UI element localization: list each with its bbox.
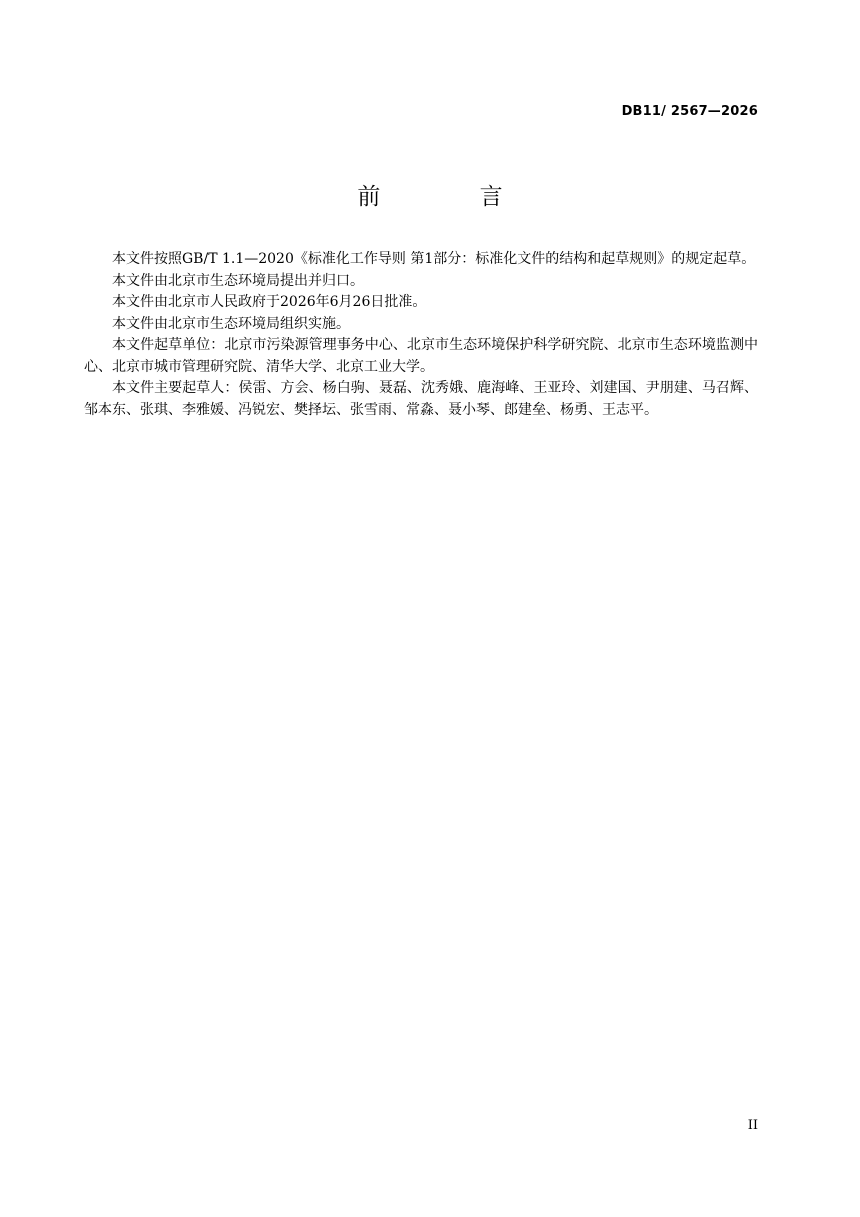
paragraph-implementation: 本文件由北京市生态环境局组织实施。 xyxy=(112,315,350,332)
paragraph-drafting-rules: 本文件按照GB/T 1.1—2020《标准化工作导则 第1部分：标准化文件的结构和起草规则》的规定起草。 xyxy=(112,251,756,267)
section-title: 前 言 xyxy=(357,184,549,210)
paragraph-drafting-units: 本文件起草单位：北京市污染源管理事务中心、北京市生态环境保护科学研究院、北京市生态环境监测中心、北京市城市管理研究院、清华大学、北京工业大学。 xyxy=(84,337,758,375)
document-code: DB11/ 2567—2026 xyxy=(621,104,758,119)
foreword-body xyxy=(84,249,758,421)
paragraph-approval: 本文件由北京市人民政府于2026年6月26日批准。 xyxy=(112,294,427,310)
paragraph-proposer: 本文件由北京市生态环境局提出并归口。 xyxy=(112,272,364,289)
paragraph-drafters: 本文件主要起草人：侯雷、方会、杨白驹、聂磊、沈秀娥、鹿海峰、王亚玲、刘建国、尹朋建、马召辉、邹本东、张琪、李雅媛、冯锐宏、樊择坛、张雪雨、常淼、聂小琴、郎建垒、杨勇、王志平。 xyxy=(84,380,758,418)
page-number: II xyxy=(747,1118,758,1133)
